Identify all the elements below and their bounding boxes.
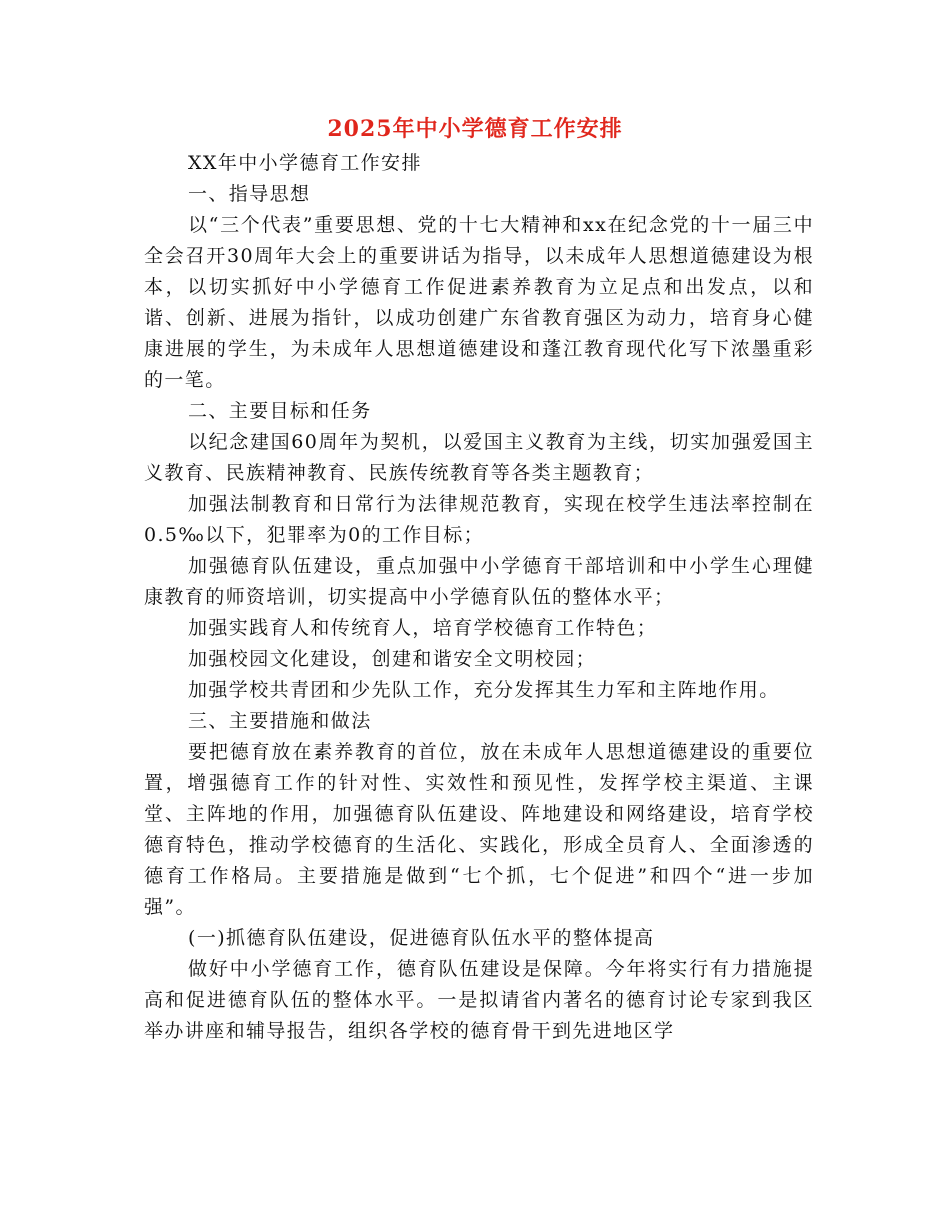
paragraph-goal-patriotic-education: 以纪念建国60周年为契机，以爱国主义教育为主线，切实加强爱国主义教育、民族精神教育、民族传统教育等各类主题教育； xyxy=(144,431,814,484)
subsection-heading-team: (一)抓德育队伍建设，促进德育队伍水平的整体提高 xyxy=(188,927,655,949)
document-body xyxy=(144,148,814,1047)
paragraph-goal-campus-culture: 加强校园文化建设，创建和谐安全文明校园； xyxy=(188,648,597,670)
section-heading-guiding-ideology: 一、指导思想 xyxy=(188,183,311,205)
paragraph-subtitle: XX年中小学德育工作安排 xyxy=(188,152,422,174)
section-heading-measures: 三、主要措施和做法 xyxy=(188,710,372,732)
paragraph-goal-team-building: 加强德育队伍建设，重点加强中小学德育干部培训和中小学生心理健康教育的师资培训，切实提高中小学德育队伍的整体水平； xyxy=(144,555,814,608)
paragraph-guiding-ideology: 以“三个代表”重要思想、党的十七大精神和xx在纪念党的十一届三中全会召开30周年大会上的重要讲话为指导，以未成年人思想道德建设为根本，以切实抓好中小学德育工作促进素养教育为立足点和出发点，以和谐、创新、进展为指针，以成功创建广东省教育强区为动力，培育身心健康进展的学生，为未成年人思想道德建设和蓬江教育现代化写下浓墨重彩的一笔。 xyxy=(144,214,814,391)
paragraph-team-building: 做好中小学德育工作，德育队伍建设是保障。今年将实行有力措施提高和促进德育队伍的整体水平。一是拟请省内著名的德育讨论专家到我区举办讲座和辅导报告，组织各学校的德育骨干到先进地区学 xyxy=(144,958,814,1042)
section-heading-goals-tasks: 二、主要目标和任务 xyxy=(188,400,372,422)
paragraph-measures: 要把德育放在素养教育的首位，放在未成年人思想道德建设的重要位置，增强德育工作的针对性、实效性和预见性，发挥学校主渠道、主课堂、主阵地的作用，加强德育队伍建设、阵地建设和网络建设，培育学校德育特色，推动学校德育的生活化、实践化，形成全员育人、全面渗透的德育工作格局。主要措施是做到“七个抓，七个促进”和四个“进一步加强”。 xyxy=(144,741,814,918)
paragraph-goal-youth-league: 加强学校共青团和少先队工作，充分发挥其生力军和主阵地作用。 xyxy=(188,679,780,701)
document-title: 2025年中小学德育工作安排 xyxy=(327,116,623,142)
paragraph-goal-legal-education: 加强法制教育和日常行为法律规范教育，实现在校学生违法率控制在0.5‰以下，犯罪率为0的工作目标； xyxy=(144,493,814,546)
paragraph-goal-practice: 加强实践育人和传统育人，培育学校德育工作特色； xyxy=(188,617,658,639)
